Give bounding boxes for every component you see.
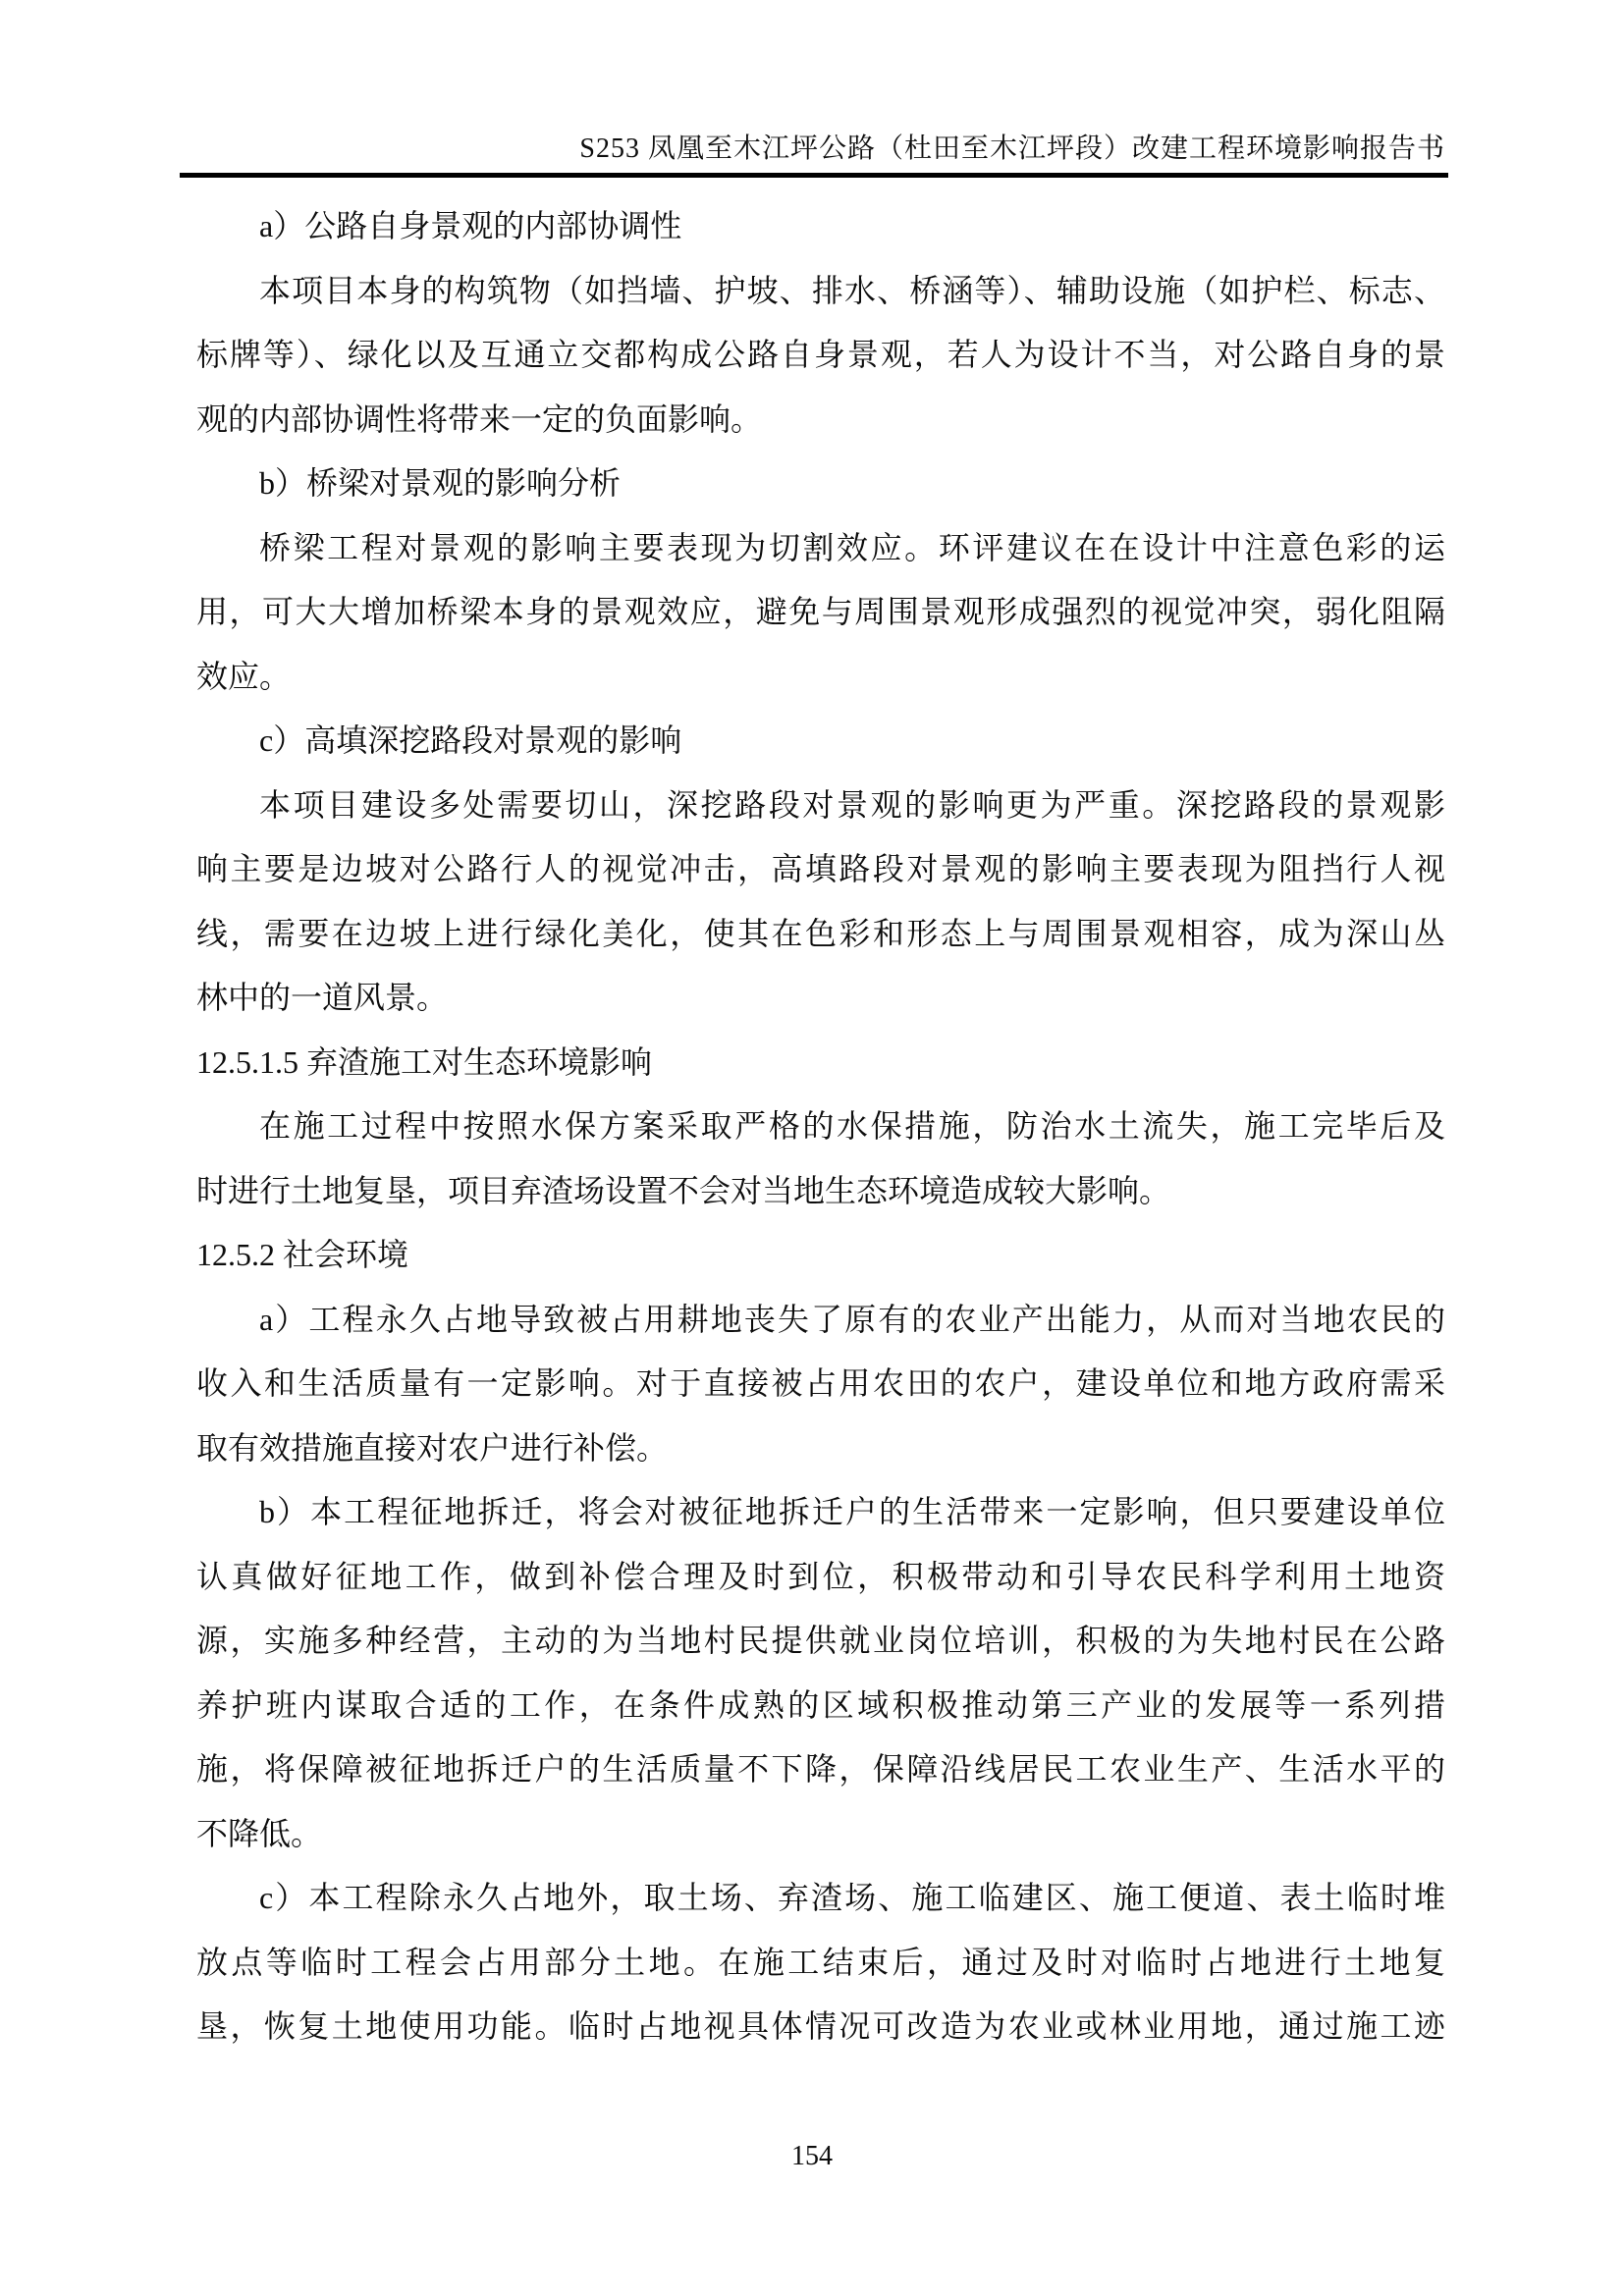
text-line: 观的内部协调性将带来一定的负面影响。 [196,400,763,437]
text-line: 本项目本身的构筑物（如挡墙、护坡、排水、桥涵等）、辅助设施（如护栏、标志、 [259,272,1445,308]
text-line: 响主要是边坡对公路行人的视觉冲击，高填路段对景观的影响主要表现为阻挡行人视 [196,851,1445,886]
page-number: 154 [791,2141,833,2171]
section-heading: 12.5.1.5 弃渣施工对生态环境影响 [196,1043,653,1080]
text-line: 桥梁工程对景观的影响主要表现为切割效应。环评建议在在设计中注意色彩的运 [259,529,1445,565]
text-line: 用，可大大增加桥梁本身的景观效应，避免与周围景观形成强烈的视觉冲突，弱化阻隔 [196,594,1445,629]
text-line: 线，需要在边坡上进行绿化美化，使其在色彩和形态上与周围景观相容，成为深山丛 [196,915,1445,951]
text-line: 收入和生活质量有一定影响。对于直接被占用农田的农户，建设单位和地方政府需采 [196,1365,1445,1401]
text-line: c）本工程除永久占地外，取土场、弃渣场、施工临建区、施工便道、表土临时堆 [259,1880,1445,1915]
text-line: 效应。 [196,658,292,694]
text-line: c）高填深挖路段对景观的影响 [259,722,682,758]
text-line: 本项目建设多处需要切山，深挖路段对景观的影响更为严重。深挖路段的景观影 [259,786,1445,823]
text-line: b）桥梁对景观的影响分析 [259,465,622,501]
section-heading: 12.5.2 社会环境 [196,1237,409,1272]
text-line: 林中的一道风景。 [196,980,449,1015]
text-line: 认真做好征地工作，做到补偿合理及时到位，积极带动和引导农民科学利用土地资 [196,1558,1445,1594]
text-line: b）本工程征地拆迁，将会对被征地拆迁户的生活带来一定影响，但只要建设单位 [259,1494,1445,1529]
text-line: 在施工过程中按照水保方案采取严格的水保措施，防治水土流失，施工完毕后及 [259,1108,1445,1144]
text-line: a）公路自身景观的内部协调性 [259,208,682,243]
text-line: 放点等临时工程会占用部分土地。在施工结束后，通过及时对临时占地进行土地复 [196,1944,1445,1980]
document-body [196,194,1445,2059]
page-header-title: S253 凤凰至木江坪公路（杜田至木江坪段）改建工程环境影响报告书 [579,133,1445,164]
header-rule [180,173,1448,178]
text-line: 养护班内谋取合适的工作，在条件成熟的区域积极推动第三产业的发展等一系列措 [196,1686,1445,1723]
text-line: a）工程永久占地导致被占用耕地丧失了原有的农业产出能力，从而对当地农民的 [259,1301,1445,1337]
text-line: 施，将保障被征地拆迁户的生活质量不下降，保障沿线居民工农业生产、生活水平的 [196,1751,1445,1787]
text-line: 时进行土地复垦，项目弃渣场设置不会对当地生态环境造成较大影响。 [196,1172,1171,1208]
text-line: 垦，恢复土地使用功能。临时占地视具体情况可改造为农业或林业用地，通过施工迹 [196,2008,1445,2044]
text-line: 不降低。 [196,1815,323,1851]
text-line: 取有效措施直接对农户进行补偿。 [196,1429,669,1466]
text-line: 源，实施多种经营，主动的为当地村民提供就业岗位培训，积极的为失地村民在公路 [196,1623,1445,1658]
text-line: 标牌等）、绿化以及互通立交都构成公路自身景观，若人为设计不当，对公路自身的景 [196,337,1445,372]
